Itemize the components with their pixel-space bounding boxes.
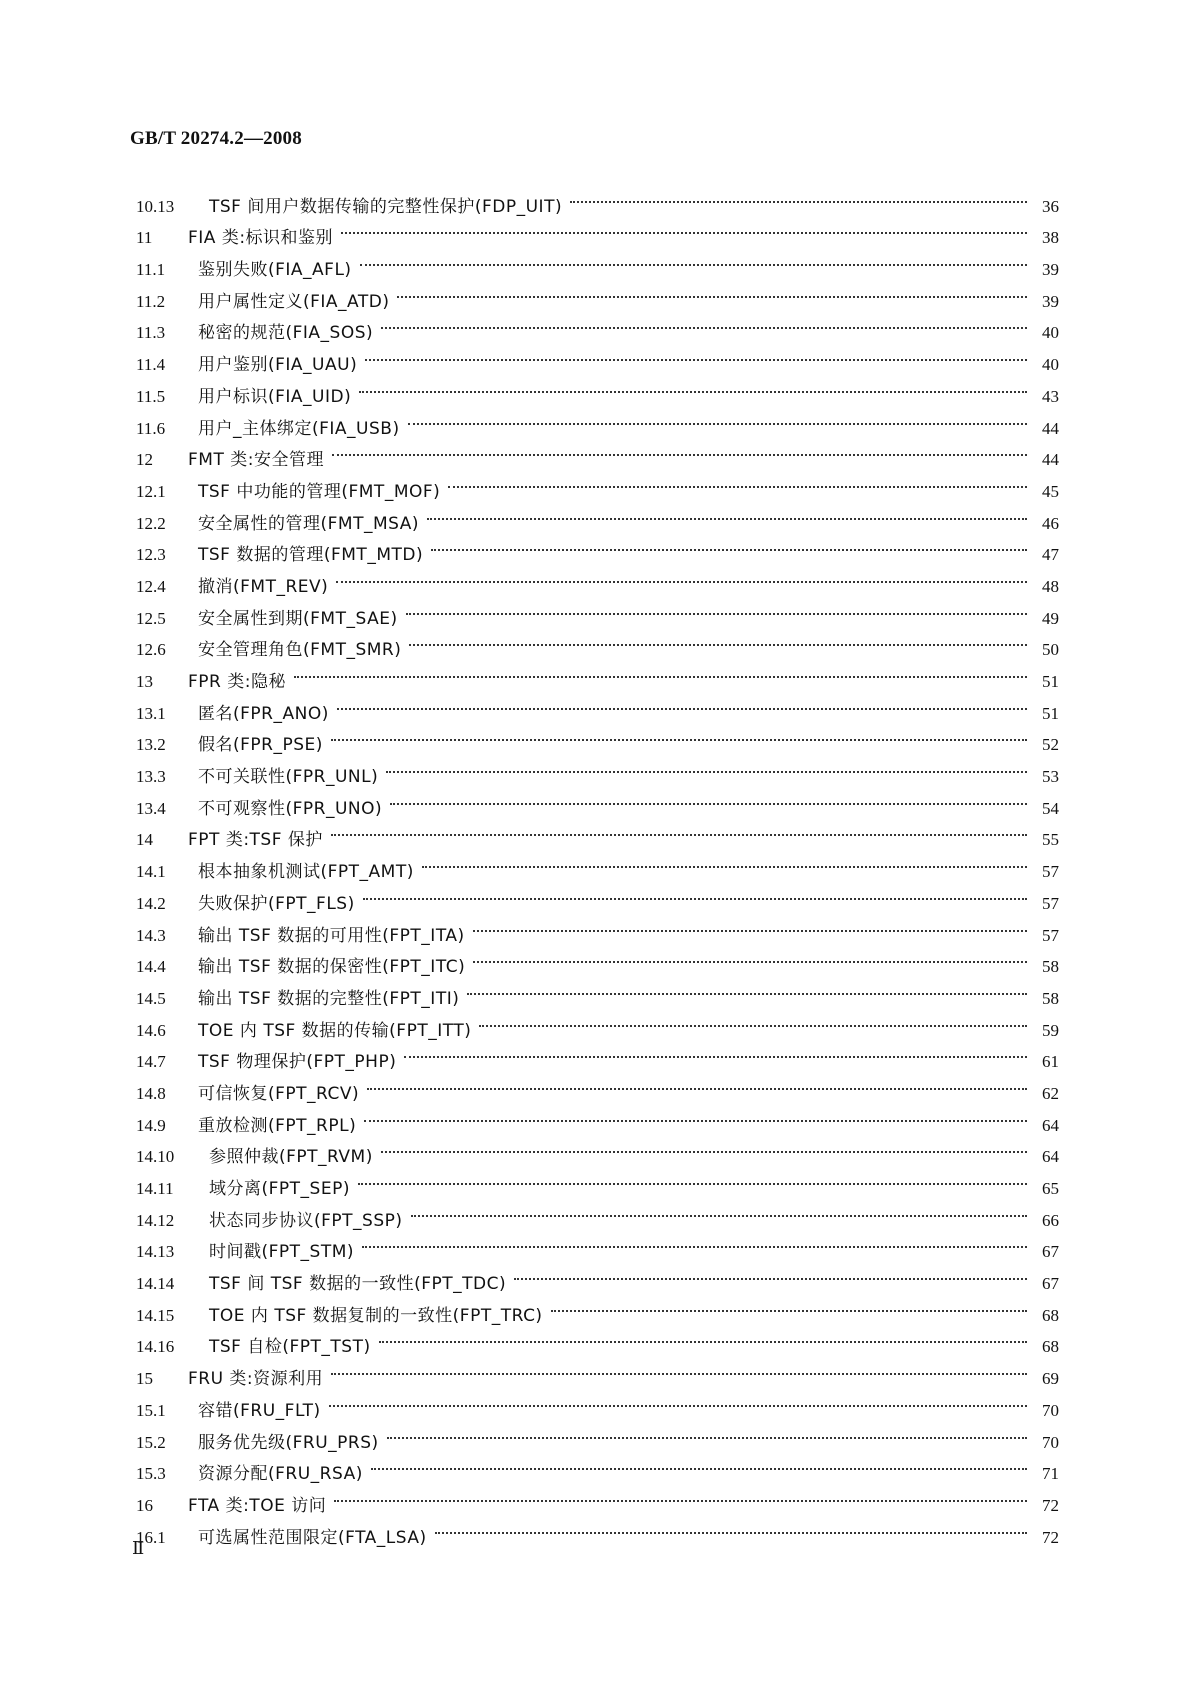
toc-entry-number: 15.1	[136, 1400, 166, 1420]
toc-entry-page: 64	[1042, 1147, 1059, 1167]
toc-entry-number: 14.12	[136, 1210, 175, 1230]
toc-entry-number: 12.2	[136, 513, 166, 533]
toc-entry-number: 14.7	[136, 1052, 166, 1072]
toc-entry-number: 11.4	[136, 355, 166, 375]
toc-entry-number: 13.1	[136, 703, 166, 723]
toc-entry-title: 用户_主体绑定(FIA_USB)	[198, 418, 400, 439]
toc-entry-number: 10.13	[136, 196, 175, 216]
toc-entry-page: 62	[1042, 1083, 1059, 1103]
toc-dot-leader	[358, 1162, 1027, 1194]
toc-entry-title: 可信恢复(FPT_RCV)	[198, 1083, 360, 1104]
toc-entry-number: 14.13	[136, 1242, 175, 1262]
toc-dot-leader	[435, 1511, 1027, 1543]
toc-entry-page: 67	[1042, 1274, 1059, 1294]
toc-dot-leader	[367, 1067, 1027, 1099]
toc-dot-leader	[473, 909, 1027, 941]
toc-dot-leader	[337, 687, 1027, 719]
toc-entry-number: 16	[136, 1495, 153, 1515]
toc-dot-leader	[334, 1479, 1027, 1511]
toc-entry-title: FRU 类:资源利用	[188, 1369, 324, 1390]
toc-entry-page: 53	[1042, 767, 1059, 787]
toc-entry-number: 14.3	[136, 925, 166, 945]
toc-entry-page: 58	[1042, 988, 1059, 1008]
toc-entry-number: 14.14	[136, 1274, 175, 1294]
toc-entry-page: 65	[1042, 1179, 1059, 1198]
toc-entry-title: FIA 类:标识和鉴别	[188, 228, 334, 249]
toc-entry-page: 36	[1042, 196, 1059, 216]
toc-dot-leader	[467, 972, 1027, 1004]
toc-dot-leader	[331, 719, 1027, 751]
toc-dot-leader	[364, 1099, 1027, 1131]
toc-dot-leader	[479, 1004, 1027, 1036]
toc-entry-page: 44	[1042, 450, 1059, 470]
toc-entry-number: 15.3	[136, 1464, 166, 1484]
toc-entry-page: 68	[1042, 1305, 1059, 1325]
toc-entry-number: 13.2	[136, 735, 166, 755]
toc-entry-page: 38	[1042, 228, 1059, 248]
toc-entry-page: 72	[1042, 1527, 1059, 1547]
toc-entry-page: 48	[1042, 576, 1059, 596]
toc-dot-leader	[332, 434, 1027, 466]
toc-entry-title: 不可关联性(FPR_UNL)	[198, 767, 379, 788]
toc-dot-leader	[379, 1321, 1027, 1353]
toc-entry-title: FPR 类:隐秘	[188, 672, 286, 692]
toc-dot-leader	[381, 307, 1027, 339]
toc-entry-title: 安全管理角色(FMT_SMR)	[198, 640, 402, 661]
toc-entry-title: 用户鉴别(FIA_UAU)	[198, 355, 358, 376]
toc-dot-leader	[363, 877, 1027, 909]
page-number: Ⅱ	[132, 1538, 145, 1558]
toc-dot-leader	[336, 560, 1027, 592]
toc-dot-leader	[331, 1352, 1027, 1384]
toc-entry-page: 40	[1042, 323, 1059, 343]
toc-dot-leader	[448, 465, 1027, 497]
toc-entry-page: 57	[1042, 925, 1059, 945]
toc-dot-leader	[386, 750, 1027, 782]
toc-entry-page: 66	[1042, 1210, 1059, 1230]
toc-entry-page: 55	[1042, 830, 1059, 850]
toc-entry-title: TSF 间 TSF 数据的一致性(FPT_TDC)	[209, 1274, 507, 1295]
toc-entry-page: 58	[1042, 957, 1059, 977]
toc-entry-title: 假名(FPR_PSE)	[198, 735, 323, 756]
toc-entry-number: 14.1	[136, 862, 166, 882]
toc-entry-title: 匿名(FPR_ANO)	[198, 703, 329, 724]
toc-entry-title: 安全属性的管理(FMT_MSA)	[198, 513, 419, 534]
toc-entry-page: 71	[1042, 1464, 1059, 1484]
toc-entry-title: TSF 物理保护(FPT_PHP)	[198, 1052, 397, 1073]
toc-entry-page: 44	[1042, 418, 1059, 438]
toc-entry-title: 失败保护(FPT_FLS)	[198, 893, 355, 914]
toc-entry-page: 40	[1042, 355, 1059, 375]
toc-entry-title: 可选属性范围限定(FTA_LSA)	[198, 1527, 427, 1548]
toc-entry-number: 14	[136, 830, 153, 850]
toc-entry-page: 57	[1042, 862, 1059, 882]
toc-dot-leader	[431, 529, 1027, 561]
toc-entry-title: TOE 内 TSF 数据复制的一致性(FPT_TRC)	[209, 1305, 543, 1326]
toc-dot-leader	[409, 624, 1027, 656]
toc-dot-leader	[514, 1257, 1027, 1289]
toc-entry-page: 51	[1042, 672, 1059, 691]
toc-entry-title: 安全属性到期(FMT_SAE)	[198, 608, 398, 629]
toc-entry-page: 57	[1042, 893, 1059, 913]
toc-dot-leader	[404, 1036, 1027, 1068]
toc-entry-title: 鉴别失败(FIA_AFL)	[198, 260, 352, 281]
toc-entry-number: 11.3	[136, 323, 166, 343]
toc-entry-number: 11	[136, 228, 153, 248]
table-of-contents	[136, 180, 1059, 1548]
toc-entry-title: 不可观察性(FPR_UNO)	[198, 798, 383, 819]
toc-entry-title: 撤消(FMT_REV)	[198, 576, 329, 597]
toc-entry-number: 14.16	[136, 1337, 175, 1357]
toc-dot-leader	[381, 1131, 1027, 1163]
toc-entry-title: 服务优先级(FRU_PRS)	[198, 1432, 379, 1453]
toc-entry-page: 61	[1042, 1052, 1059, 1072]
toc-entry-number: 11.1	[136, 260, 166, 280]
toc-entry-title: 重放检测(FPT_RPL)	[198, 1115, 357, 1136]
toc-entry-title: TSF 自检(FPT_TST)	[209, 1337, 371, 1358]
toc-entry-page: 70	[1042, 1400, 1059, 1420]
toc-dot-leader	[359, 370, 1027, 402]
toc-dot-leader	[473, 941, 1027, 973]
toc-entry-number: 14.9	[136, 1115, 166, 1135]
toc-entry-title: TSF 间用户数据传输的完整性保护(FDP_UIT)	[209, 196, 563, 217]
toc-entry-page: 64	[1042, 1115, 1059, 1135]
toc-entry-number: 15.2	[136, 1432, 166, 1452]
toc-entry-page: 46	[1042, 513, 1059, 533]
toc-dot-leader	[341, 212, 1027, 244]
toc-entry-page: 59	[1042, 1020, 1059, 1040]
toc-entry-number: 12.5	[136, 608, 166, 628]
toc-entry-page: 52	[1042, 735, 1059, 755]
toc-entry-page: 54	[1042, 798, 1059, 818]
toc-dot-leader	[551, 1289, 1027, 1321]
toc-entry-number: 12.3	[136, 545, 166, 565]
toc-dot-leader	[362, 1226, 1027, 1258]
toc-entry-title: TSF 数据的管理(FMT_MTD)	[198, 545, 424, 566]
toc-dot-leader	[406, 592, 1027, 624]
toc-entry-number: 14.8	[136, 1083, 166, 1103]
toc-entry-page: 39	[1042, 291, 1059, 311]
toc-entry-page: 39	[1042, 260, 1059, 280]
toc-entry-number: 14.6	[136, 1020, 166, 1040]
toc-entry-title: 用户属性定义(FIA_ATD)	[198, 291, 390, 312]
toc-dot-leader	[387, 1416, 1027, 1448]
toc-entry-number: 12.6	[136, 640, 166, 660]
toc-entry-number: 16.1	[136, 1527, 166, 1547]
toc-entry-title: FTA 类:TOE 访问	[188, 1495, 327, 1516]
toc-entry-number: 14.5	[136, 988, 166, 1008]
toc-entry-number: 14.2	[136, 893, 166, 913]
toc-entry-title: 资源分配(FRU_RSA)	[198, 1464, 363, 1485]
toc-entry-number: 15	[136, 1369, 153, 1389]
toc-entry-page: 43	[1042, 386, 1059, 406]
toc-dot-leader	[397, 275, 1027, 307]
toc-entry-page: 49	[1042, 608, 1059, 628]
document-code-header: GB/T 20274.2—2008	[130, 128, 302, 149]
toc-entry-title: 输出 TSF 数据的完整性(FPT_ITI)	[198, 988, 460, 1009]
toc-entry-number: 14.15	[136, 1305, 175, 1325]
toc-entry-title: 时间戳(FPT_STM)	[209, 1242, 355, 1263]
toc-entry-number: 11.5	[136, 386, 166, 406]
toc-entry-number: 13.3	[136, 767, 166, 787]
toc-entry-title: 参照仲裁(FPT_RVM)	[209, 1147, 373, 1168]
toc-dot-leader	[331, 814, 1027, 846]
toc-entry[interactable]	[136, 180, 1059, 217]
toc-entry-title: 容错(FRU_FLT)	[198, 1400, 321, 1421]
toc-entry-title: 状态同步协议(FPT_SSP)	[209, 1210, 403, 1231]
toc-dot-leader	[294, 655, 1027, 687]
toc-dot-leader	[390, 782, 1027, 814]
toc-dot-leader	[371, 1448, 1027, 1480]
toc-entry-page: 47	[1042, 545, 1059, 565]
toc-entry-number: 13	[136, 672, 153, 691]
toc-entry-page: 69	[1042, 1369, 1059, 1389]
toc-dot-leader	[365, 338, 1027, 370]
toc-dot-leader	[360, 243, 1027, 275]
toc-entry-number: 13.4	[136, 798, 166, 818]
toc-entry-number: 14.4	[136, 957, 166, 977]
toc-entry-title: FPT 类:TSF 保护	[188, 830, 323, 851]
toc-entry-title: FMT 类:安全管理	[188, 450, 324, 471]
toc-entry-number: 14.11	[136, 1179, 174, 1198]
toc-entry-page: 45	[1042, 481, 1059, 501]
toc-entry-number: 11.2	[136, 291, 166, 311]
toc-entry-title: TSF 中功能的管理(FMT_MOF)	[198, 481, 441, 502]
toc-entry-page: 72	[1042, 1495, 1059, 1515]
toc-dot-leader	[411, 1194, 1027, 1226]
toc-entry-number: 14.10	[136, 1147, 175, 1167]
toc-entry-number: 12.4	[136, 576, 166, 596]
toc-entry-page: 68	[1042, 1337, 1059, 1357]
toc-entry-page: 67	[1042, 1242, 1059, 1262]
toc-entry-title: 域分离(FPT_SEP)	[209, 1179, 350, 1199]
toc-entry-page: 70	[1042, 1432, 1059, 1452]
toc-entry-page: 51	[1042, 703, 1059, 723]
toc-dot-leader	[422, 845, 1027, 877]
toc-entry-number: 12	[136, 450, 153, 470]
toc-entry-page: 50	[1042, 640, 1059, 660]
toc-entry-title: 用户标识(FIA_UID)	[198, 386, 352, 407]
toc-dot-leader	[408, 402, 1027, 434]
toc-dot-leader	[570, 180, 1027, 212]
toc-entry-title: 根本抽象机测试(FPT_AMT)	[198, 862, 414, 883]
toc-entry-title: TOE 内 TSF 数据的传输(FPT_ITT)	[198, 1020, 472, 1041]
toc-dot-leader	[329, 1384, 1027, 1416]
toc-entry-title: 输出 TSF 数据的保密性(FPT_ITC)	[198, 957, 466, 978]
toc-entry-title: 输出 TSF 数据的可用性(FPT_ITA)	[198, 925, 465, 946]
toc-entry-number: 12.1	[136, 481, 166, 501]
toc-dot-leader	[427, 497, 1027, 529]
toc-entry-title: 秘密的规范(FIA_SOS)	[198, 323, 374, 344]
toc-entry-number: 11.6	[136, 418, 166, 438]
